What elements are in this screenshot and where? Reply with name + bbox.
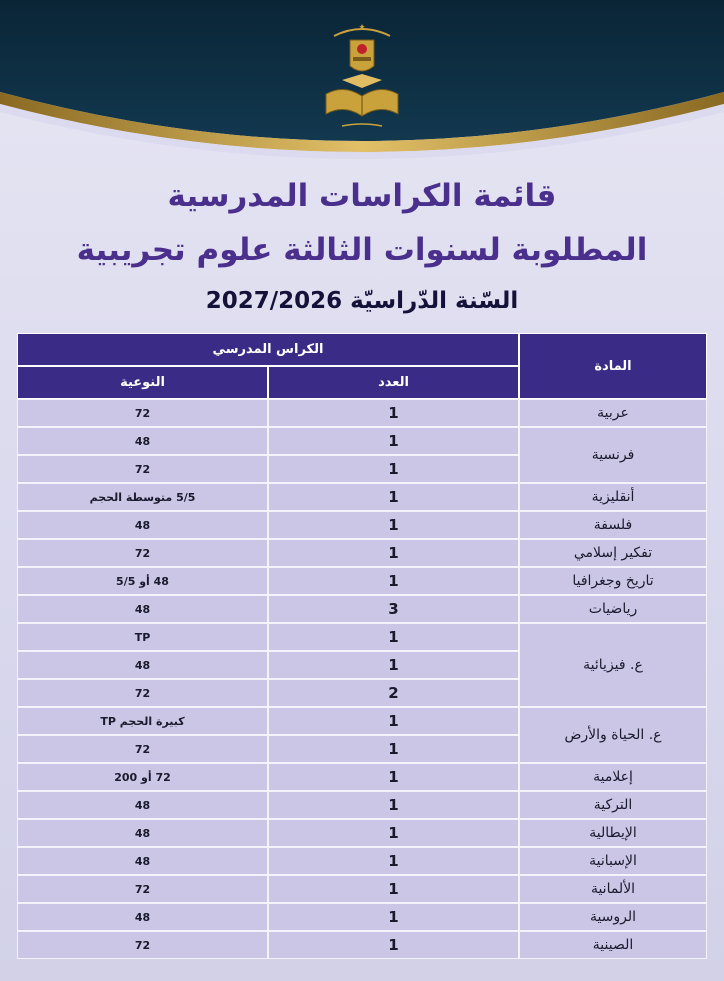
count-cell: 1 <box>268 875 519 903</box>
subject-cell: تاريخ وجغرافيا <box>519 567 707 595</box>
svg-text:✦: ✦ <box>358 23 366 33</box>
count-cell: 3 <box>268 595 519 623</box>
subject-cell: الصينية <box>519 931 707 959</box>
subject-cell: ع. فيزيائية <box>519 623 707 707</box>
subject-cell: الإيطالية <box>519 819 707 847</box>
count-cell: 1 <box>268 931 519 959</box>
count-cell: 1 <box>268 483 519 511</box>
subject-cell: التركية <box>519 791 707 819</box>
count-cell: 1 <box>268 847 519 875</box>
count-cell: 1 <box>268 539 519 567</box>
subject-cell: إعلامية <box>519 763 707 791</box>
page-title: قائمة الكراسات المدرسية <box>167 178 557 214</box>
type-cell: 48 أو 5/5 <box>17 567 268 595</box>
type-cell: 72 <box>17 539 268 567</box>
header-subject: المادة <box>519 333 707 399</box>
type-cell: كبيرة الحجم TP <box>17 707 268 735</box>
type-cell: 72 <box>17 735 268 763</box>
count-cell: 1 <box>268 511 519 539</box>
type-cell: TP <box>17 623 268 651</box>
school-year-subtitle: السّنة الدّراسيّة 2027/2026 <box>205 288 519 314</box>
type-cell: 48 <box>17 651 268 679</box>
type-cell: 5/5 متوسطة الحجم <box>17 483 268 511</box>
count-cell: 1 <box>268 623 519 651</box>
subject-cell: رياضيات <box>519 595 707 623</box>
count-cell: 1 <box>268 567 519 595</box>
header-count: العدد <box>268 366 519 399</box>
type-cell: 72 <box>17 875 268 903</box>
subject-cell: فرنسية <box>519 427 707 483</box>
type-cell: 48 <box>17 791 268 819</box>
count-cell: 1 <box>268 651 519 679</box>
count-cell: 1 <box>268 399 519 427</box>
subject-cell: ع. الحياة والأرض <box>519 707 707 763</box>
notebooks-table <box>17 333 707 961</box>
type-cell: 72 <box>17 399 268 427</box>
count-cell: 1 <box>268 427 519 455</box>
type-cell: 48 <box>17 427 268 455</box>
count-cell: 1 <box>268 707 519 735</box>
subject-cell: أنقليزية <box>519 483 707 511</box>
type-cell: 72 <box>17 679 268 707</box>
type-cell: 48 <box>17 595 268 623</box>
count-cell: 1 <box>268 903 519 931</box>
count-cell: 1 <box>268 819 519 847</box>
subject-cell: الإسبانية <box>519 847 707 875</box>
page-title-line-2: المطلوبة لسنوات الثالثة علوم تجريبية <box>76 232 648 268</box>
subject-cell: فلسفة <box>519 511 707 539</box>
type-cell: 48 <box>17 511 268 539</box>
count-cell: 2 <box>268 679 519 707</box>
type-cell: 48 <box>17 847 268 875</box>
count-cell: 1 <box>268 763 519 791</box>
header-notebook: الكراس المدرسي <box>17 333 519 366</box>
subject-cell: تفكير إسلامي <box>519 539 707 567</box>
type-cell: 72 <box>17 455 268 483</box>
type-cell: 72 <box>17 931 268 959</box>
header-type: النوعية <box>17 366 268 399</box>
type-cell: 72 أو 200 <box>17 763 268 791</box>
subject-cell: عربية <box>519 399 707 427</box>
ministry-emblem-logo <box>312 14 412 154</box>
count-cell: 1 <box>268 735 519 763</box>
subject-cell: الألمانية <box>519 875 707 903</box>
type-cell: 48 <box>17 903 268 931</box>
subject-cell: الروسية <box>519 903 707 931</box>
count-cell: 1 <box>268 791 519 819</box>
count-cell: 1 <box>268 455 519 483</box>
type-cell: 48 <box>17 819 268 847</box>
